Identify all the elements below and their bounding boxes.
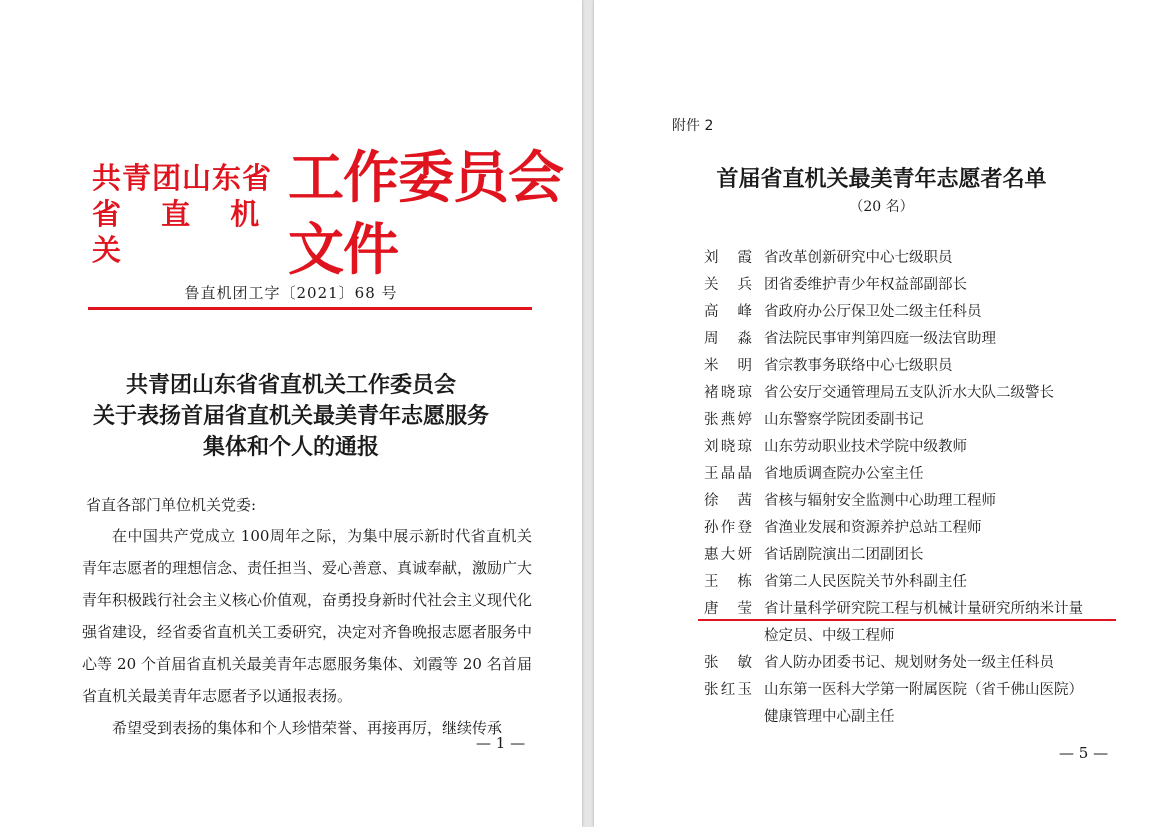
roster-name: 王晶晶 xyxy=(704,466,752,482)
roster-name: 刘霞 xyxy=(704,250,752,266)
roster-position: 省改革创新研究中心七级职员 xyxy=(764,250,953,266)
roster-name: 张红玉 xyxy=(704,682,752,698)
notice-title-line: 关于表扬首届省直机关最美青年志愿服务 xyxy=(92,403,489,429)
notice-title-line: 集体和个人的通报 xyxy=(202,434,379,460)
roster-row xyxy=(594,327,1169,354)
roster-position: 省法院民事审判第四庭一级法官助理 xyxy=(764,331,996,347)
roster-name: 王栋 xyxy=(704,574,752,590)
roster-row xyxy=(594,462,1169,489)
letterhead-big-title: 工作委员会文件 xyxy=(287,145,563,283)
roster-row xyxy=(594,300,1169,327)
roster-row xyxy=(594,354,1169,381)
document-number: 鲁直机团工字〔2021〕68 号 xyxy=(184,284,398,302)
notice-title xyxy=(0,370,582,463)
roster-name: 关兵 xyxy=(704,277,752,293)
roster-position: 山东劳动职业技术学院中级教师 xyxy=(764,439,967,455)
roster-position: 山东警察学院团委副书记 xyxy=(764,412,924,428)
roster-name: 高峰 xyxy=(704,304,752,320)
list-count: （20 名） xyxy=(849,199,914,215)
roster-position: 省宗教事务联络中心七级职员 xyxy=(764,358,953,374)
roster-position-continued: 健康管理中心副主任 xyxy=(764,709,895,725)
roster-row xyxy=(594,570,1169,597)
roster-row xyxy=(594,381,1169,408)
roster-position: 省话剧院演出二团副团长 xyxy=(764,547,924,563)
body-paragraph: 希望受到表扬的集体和个人珍惜荣誉、再接再厉，继续传承 xyxy=(112,719,503,737)
roster-row xyxy=(594,516,1169,543)
notice-body xyxy=(82,520,532,744)
roster-position: 省政府办公厅保卫处二级主任科员 xyxy=(764,304,982,320)
attachment-label: 附件 2 xyxy=(672,118,714,134)
roster-position-continued: 检定员、中级工程师 xyxy=(764,628,895,644)
roster-position: 省人防办团委书记、规划财务处一级主任科员 xyxy=(764,655,1054,671)
roster-name: 张燕婷 xyxy=(704,412,752,428)
roster-row xyxy=(594,246,1169,273)
page-number: — 1 — xyxy=(476,734,526,752)
roster-position: 省公安厅交通管理局五支队沂水大队二级警长 xyxy=(764,385,1054,401)
page-number: — 5 — xyxy=(1059,744,1109,762)
roster-name: 孙作登 xyxy=(704,520,752,536)
document-page-right xyxy=(594,0,1169,827)
roster-position: 省渔业发展和资源养护总站工程师 xyxy=(764,520,982,536)
letterhead-line-2: 省 直 机 关 xyxy=(92,197,275,267)
roster-position: 省计量科学研究院工程与机械计量研究所纳米计量 xyxy=(764,601,1083,617)
roster-position: 山东第一医科大学第一附属医院（省千佛山医院） xyxy=(764,682,1083,698)
roster-row xyxy=(594,489,1169,516)
roster-row xyxy=(594,597,1169,644)
red-letterhead xyxy=(92,142,582,286)
salutation: 省直各部门单位机关党委: xyxy=(86,496,257,514)
red-divider xyxy=(88,307,532,310)
body-paragraph: 在中国共产党成立 100周年之际，为集中展示新时代省直机关青年志愿者的理想信念、责任担当、爱心善意、真诚奉献，激励广大青年积极践行社会主义核心价值观，奋勇投身新时代社会主义现代化强省建设，经省委省直机关工委研究，决定对齐鲁晚报志愿者服务中心等 20 个首届省直机关最美青年志愿服务集体、刘霞等 20 名首届省直机关最美青年志愿者予以通报表扬。 xyxy=(82,527,533,705)
roster-name: 米明 xyxy=(704,358,752,374)
roster-name: 褚晓琼 xyxy=(704,385,752,401)
letterhead-line-1: 共青团山东省 xyxy=(92,161,273,195)
roster-row xyxy=(594,273,1169,300)
roster-name: 周淼 xyxy=(704,331,752,347)
roster-name: 徐茜 xyxy=(704,493,752,509)
roster-row xyxy=(594,678,1169,725)
roster-name: 张敏 xyxy=(704,655,752,671)
roster-row xyxy=(594,543,1169,570)
roster-name: 刘晓琼 xyxy=(704,439,752,455)
roster-row xyxy=(594,435,1169,462)
roster-name: 惠大妍 xyxy=(704,547,752,563)
document-page-left xyxy=(0,0,582,827)
letterhead-issuer xyxy=(92,160,284,268)
roster-position: 省核与辐射安全监测中心助理工程师 xyxy=(764,493,996,509)
red-highlight-underline xyxy=(698,619,1116,621)
notice-title-line: 共青团山东省省直机关工作委员会 xyxy=(125,372,456,398)
roster-position: 省第二人民医院关节外科副主任 xyxy=(764,574,967,590)
roster-row xyxy=(594,651,1169,678)
roster-row xyxy=(594,408,1169,435)
roster-name: 唐莹 xyxy=(704,601,752,617)
roster-position: 省地质调查院办公室主任 xyxy=(764,466,924,482)
roster-position: 团省委维护青少年权益部副部长 xyxy=(764,277,967,293)
list-title: 首届省直机关最美青年志愿者名单 xyxy=(716,166,1047,192)
